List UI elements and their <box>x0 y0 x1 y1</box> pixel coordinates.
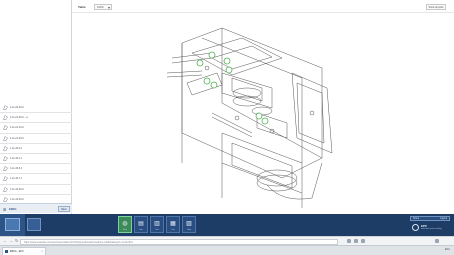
tab-title: EBKG - EPC <box>10 249 24 253</box>
drawing-icon <box>3 105 8 110</box>
exploded-drawing[interactable] <box>72 13 454 214</box>
drawing-list <box>0 103 72 205</box>
language-indicator: ENG <box>444 248 450 251</box>
text-icon: ▥ <box>154 221 160 227</box>
drawing-icon <box>3 176 8 181</box>
hotspot-marker[interactable] <box>209 52 215 58</box>
drawing-list-item[interactable] <box>0 134 72 144</box>
hotspot-marker[interactable] <box>256 113 262 119</box>
product-logo <box>412 223 450 234</box>
drawing-list-item[interactable] <box>0 174 72 184</box>
refresh-icon[interactable]: ↻ <box>15 238 19 243</box>
home-block <box>0 214 25 236</box>
tool-button-info[interactable] <box>134 216 148 233</box>
menu-icon[interactable] <box>435 239 439 243</box>
zoom-select[interactable] <box>94 4 112 10</box>
drawing-icon <box>3 115 8 120</box>
drawing-list-item[interactable] <box>0 164 72 174</box>
logo-mark-icon <box>412 224 419 231</box>
tool-button-text[interactable] <box>150 216 164 233</box>
browser-tab-strip <box>0 245 454 255</box>
drawing-list-item-label: 1-11-32-20-0 <box>10 187 24 191</box>
hotspot-marker[interactable] <box>197 60 203 66</box>
drawing-list-item-label: 1-11-30-0-0 <box>10 146 23 150</box>
drawing-icon <box>3 166 8 171</box>
browser-address-bar <box>0 236 454 245</box>
tool-button-parts[interactable] <box>118 216 132 233</box>
drawing-list-item[interactable] <box>0 185 72 195</box>
show-all-parts-button[interactable]: Show all parts <box>426 4 446 10</box>
chevron-down-icon: ▾ <box>107 5 110 10</box>
catalog-label: EBKG <box>9 207 17 211</box>
favorites-icon[interactable] <box>354 239 358 243</box>
info-icon: ▤ <box>138 221 144 227</box>
drawing-list-item-label: 1-11-30-7-0 <box>10 177 23 181</box>
exploded-drawing-view[interactable] <box>72 13 454 214</box>
tool-button-caption: Text <box>155 229 159 231</box>
drawing-list-item[interactable] <box>0 154 72 164</box>
url-field[interactable] <box>20 239 338 245</box>
logo-text: EPC <box>421 224 428 228</box>
drawing-list-item-label: 1-11-20-30-0 <box>10 106 24 110</box>
url-text: https://www.example.com/epc/viewer/index.html?lang=en&model=machine-unit&drawing=1-11-20-30-0 <box>24 240 133 244</box>
hotspot-marker[interactable] <box>224 58 230 64</box>
tool-button-caption: Info <box>139 229 143 231</box>
drawing-list-item-label: 1-11-21-10-0 <box>10 126 24 130</box>
drawing-icon <box>3 136 8 141</box>
drawing-list-item-label: 1-11-32-30-0 <box>10 197 24 201</box>
drawing-list-item-label: 1-11-30-5-0 <box>10 167 23 171</box>
browser-toolbar-icons <box>345 238 445 245</box>
tool-button-cart[interactable] <box>166 216 180 233</box>
drawing-list-item[interactable] <box>0 113 72 123</box>
active-tab[interactable] <box>2 247 46 255</box>
favicon-icon <box>5 250 8 253</box>
home-link[interactable]: Home <box>413 217 420 220</box>
home-button[interactable] <box>5 218 20 231</box>
drawing-toolbar <box>72 0 454 13</box>
close-icon[interactable]: × <box>41 249 43 253</box>
tool-button-caption: Parts <box>122 229 128 231</box>
drawing-list-item[interactable] <box>0 144 72 154</box>
back-arrow-icon[interactable]: ← <box>3 238 7 243</box>
drawing-icon <box>3 197 8 202</box>
tool-button-help[interactable] <box>182 216 196 233</box>
help-icon: ▧ <box>186 221 192 227</box>
parts-icon: ◍ <box>122 221 128 227</box>
hotspot-marker[interactable] <box>262 118 268 124</box>
tool-button-caption: Help <box>187 229 191 231</box>
drawing-list-item[interactable] <box>0 103 72 113</box>
drawing-list-footer <box>0 203 72 213</box>
drawing-icon <box>3 156 8 161</box>
drawing-list-item[interactable] <box>0 123 72 133</box>
drawing-icon <box>3 146 8 151</box>
drawing-list-item-label: 1-11-21-30-0 ...a <box>10 116 28 120</box>
forward-arrow-icon[interactable]: → <box>9 238 13 243</box>
cart-icon: ▦ <box>170 221 176 227</box>
hotspot-marker[interactable] <box>211 82 217 88</box>
drawing-list-item-label: 1-11-21-20-0 <box>10 136 24 140</box>
extension-icon[interactable] <box>347 239 351 243</box>
viewer-bottom-bar <box>0 214 454 236</box>
hotspot-marker[interactable] <box>226 67 232 73</box>
logo-subtitle: electronic parts catalog <box>421 228 442 230</box>
session-links <box>410 216 450 221</box>
drawing-icon <box>3 125 8 130</box>
drawing-icon <box>3 187 8 192</box>
print-button[interactable] <box>27 218 41 231</box>
drawing-list-panel <box>0 0 72 214</box>
settings-icon[interactable] <box>361 239 365 243</box>
catalog-icon: ⊞ <box>3 207 7 212</box>
logout-link[interactable]: Logout <box>439 217 447 220</box>
drawing-list-item-label: 1-11-30-1-0 <box>10 157 23 161</box>
tool-button-caption: Cart <box>171 229 175 231</box>
zoom-label: Table <box>78 5 86 9</box>
back-button[interactable]: Back <box>58 206 70 212</box>
zoom-select-value: 100% <box>97 6 104 9</box>
hotspot-marker[interactable] <box>204 78 210 84</box>
